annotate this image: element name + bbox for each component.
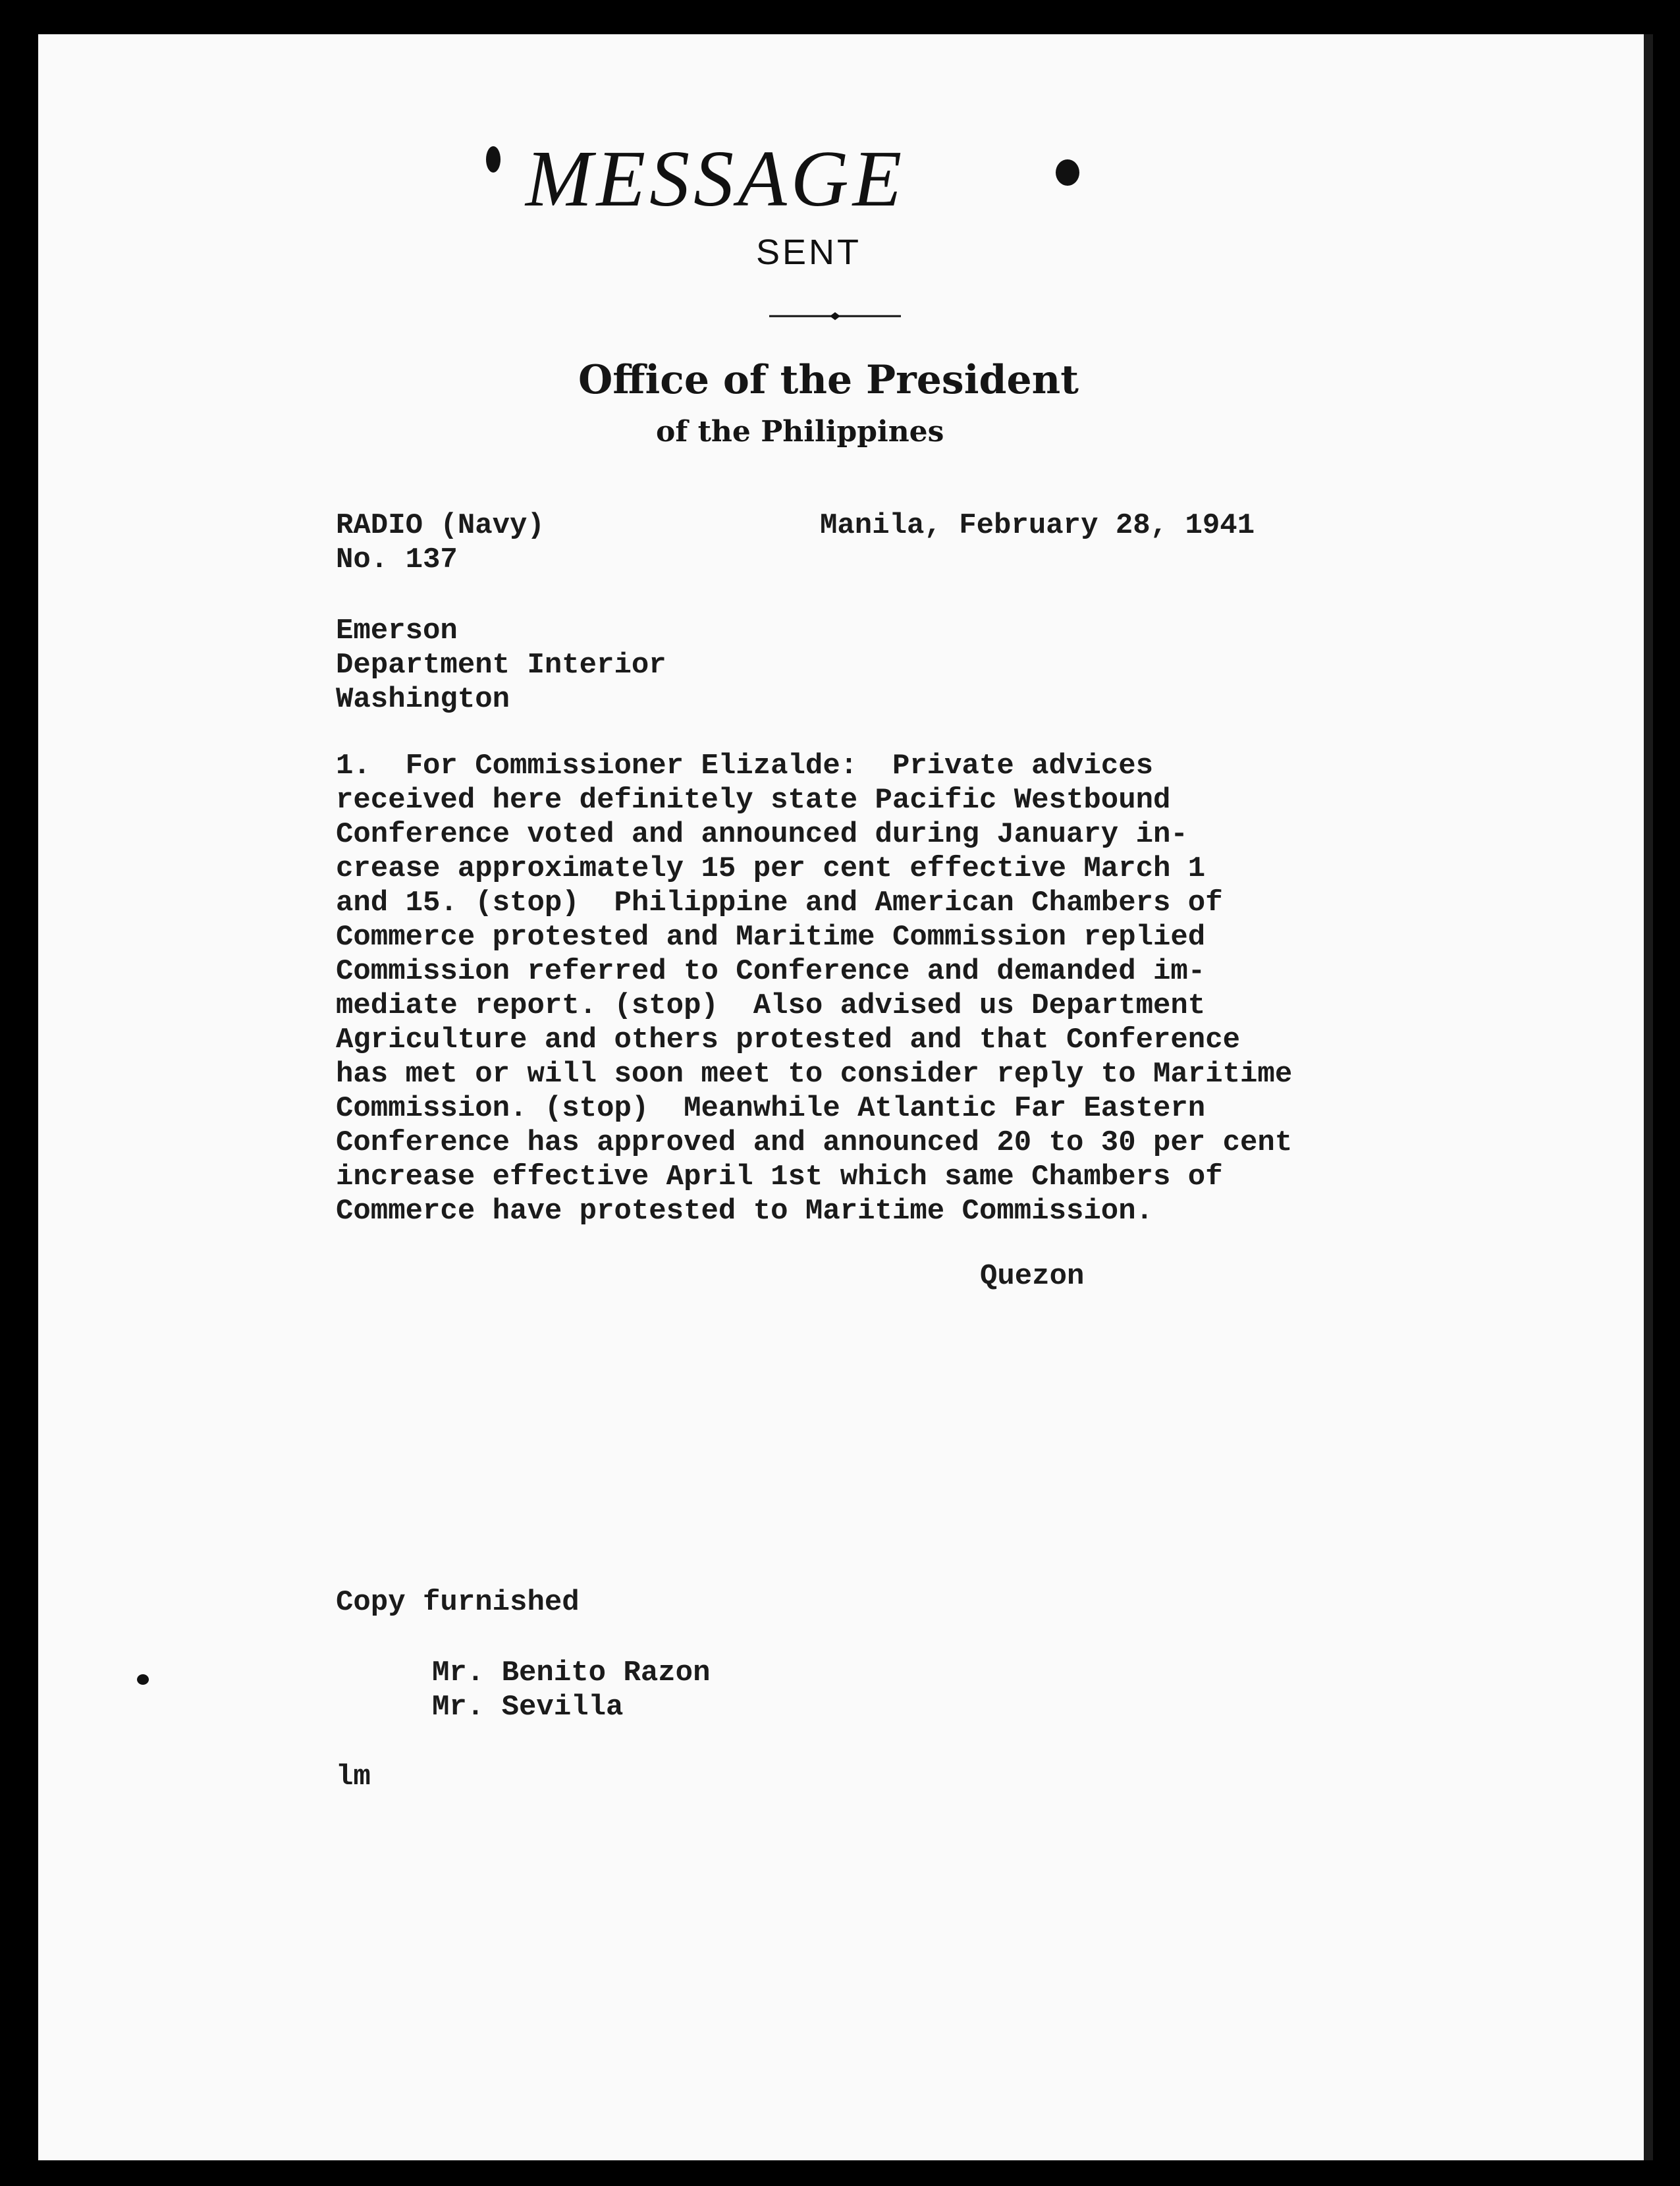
place-date: Manila, February 28, 1941	[820, 509, 1255, 542]
body-line: Conference voted and announced during January in-	[336, 818, 1188, 851]
copy-recipient: Mr. Sevilla	[432, 1691, 624, 1724]
addressee-department: Department Interior	[336, 649, 666, 682]
office-name: Office of the President	[578, 357, 1079, 403]
body-line: Commission. (stop) Meanwhile Atlantic Far Eastern	[336, 1092, 1206, 1125]
body-line: received here definitely state Pacific Westbound	[336, 784, 1171, 817]
letterhead-subtitle: SENT	[756, 232, 862, 272]
body-line: Commission referred to Conference and demanded im-	[336, 955, 1206, 988]
body-line: Conference has approved and announced 20 to 30 per cent	[336, 1126, 1293, 1159]
body-line: mediate report. (stop) Also advised us Department	[336, 989, 1206, 1022]
ink-speck	[486, 146, 501, 173]
typist-initials: lm	[336, 1761, 371, 1793]
addressee-name: Emerson	[336, 615, 458, 647]
signature: Quezon	[980, 1260, 1085, 1293]
ink-speck	[137, 1674, 149, 1685]
body-line: Commerce protested and Maritime Commission replied	[336, 921, 1206, 954]
ink-speck	[1056, 159, 1079, 186]
ghost-impression	[499, 199, 525, 283]
body-line: Commerce have protested to Maritime Commission.	[336, 1195, 1154, 1228]
letterhead-title: MESSAGE	[526, 134, 906, 223]
message-number: No. 137	[336, 543, 458, 576]
addressee-city: Washington	[336, 683, 510, 716]
transmission-method: RADIO (Navy)	[336, 509, 545, 542]
body-line: and 15. (stop) Philippine and American Chambers of	[336, 887, 1223, 919]
page-edge	[1644, 34, 1653, 2160]
copy-furnished-label: Copy furnished	[336, 1586, 580, 1619]
body-line: crease approximately 15 per cent effective March 1	[336, 852, 1206, 885]
body-line: increase effective April 1st which same Chambers of	[336, 1161, 1223, 1193]
copy-recipient: Mr. Benito Razon	[432, 1656, 711, 1689]
body-line: has met or will soon meet to consider reply to Maritime	[336, 1058, 1293, 1091]
body-line: 1. For Commissioner Elizalde: Private advices	[336, 750, 1154, 782]
office-country: of the Philippines	[656, 415, 944, 449]
document-page	[38, 34, 1653, 2160]
body-line: Agriculture and others protested and that Conference	[336, 1024, 1241, 1056]
